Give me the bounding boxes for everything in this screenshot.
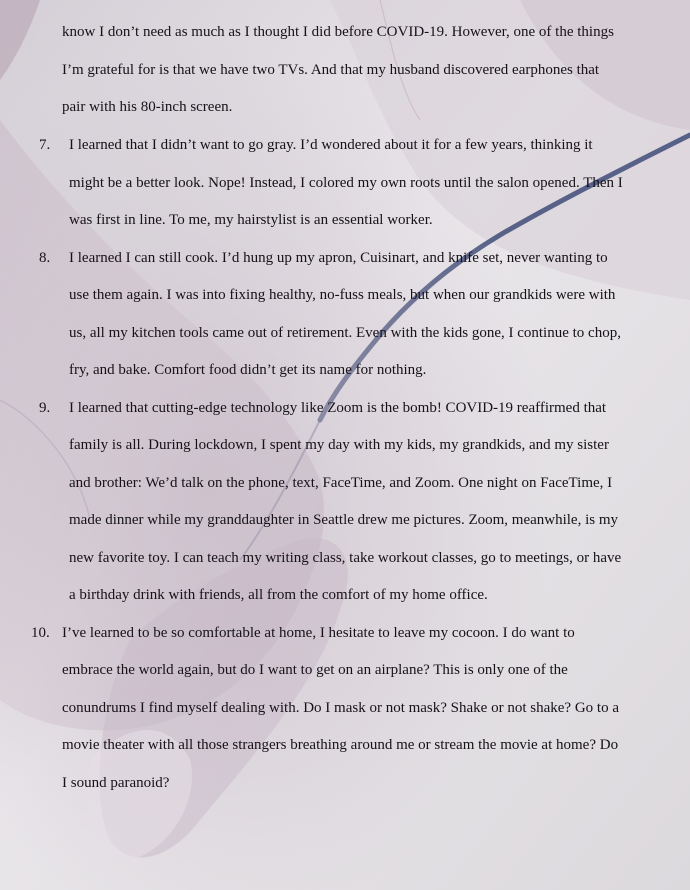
list-item-line: made dinner while my granddaughter in Seattle drew me pictures. Zoom, meanwhile, is my: [69, 512, 619, 528]
list-item-line: I learned that I didn’t want to go gray. I’d wondered about it for a few years, thinking it: [69, 137, 593, 153]
list-item-line: movie theater with all those strangers breathing around me or stream the movie at home? Do: [62, 737, 619, 753]
list-item-line: I learned I can still cook. I’d hung up my apron, Cuisinart, and knife set, never wanting to: [69, 250, 608, 266]
list-item-line: use them again. I was into fixing healthy, no-fuss meals, but when our grandkids were with: [69, 287, 616, 303]
intro-line: know I don’t need as much as I thought I did before COVID-19. However, one of the things: [62, 24, 614, 40]
list-item-line: I’ve learned to be so comfortable at home, I hesitate to leave my cocoon. I do want to: [62, 625, 575, 641]
intro-line: pair with his 80-inch screen.: [62, 99, 233, 115]
list-item-line: I sound paranoid?: [62, 775, 170, 791]
intro-line: I’m grateful for is that we have two TVs. And that my husband discovered earphones that: [62, 62, 600, 78]
list-item-line: and brother: We’d talk on the phone, text, FaceTime, and Zoom. One night on FaceTime, I: [69, 475, 613, 491]
list-item-line: a birthday drink with friends, all from the comfort of my home office.: [69, 587, 488, 603]
list-item-line: might be a better look. Nope! Instead, I colored my own roots until the salon opened. Then I: [69, 175, 623, 191]
list-item-line: us, all my kitchen tools came out of retirement. Even with the kids gone, I continue to chop,: [69, 325, 621, 341]
list-item-line: new favorite toy. I can teach my writing class, take workout classes, go to meetings, or have: [69, 550, 622, 566]
list-item-line: conundrums I find myself dealing with. Do I mask or not mask? Shake or not shake? Go to a: [62, 700, 619, 716]
list-item-number: 9.: [39, 400, 51, 416]
list-item-line: I learned that cutting-edge technology like Zoom is the bomb! COVID-19 reaffirmed that: [69, 400, 607, 416]
list-item-line: was first in line. To me, my hairstylist is an essential worker.: [69, 212, 433, 228]
list-item-number: 8.: [39, 250, 51, 266]
list-item-line: family is all. During lockdown, I spent my day with my kids, my grandkids, and my sister: [69, 437, 609, 453]
list-item-line: embrace the world again, but do I want to get on an airplane? This is only one of the: [62, 662, 568, 678]
list-item-line: fry, and bake. Comfort food didn’t get its name for nothing.: [69, 362, 427, 378]
list-item-number: 7.: [39, 137, 51, 153]
list-item-number: 10.: [31, 625, 50, 641]
